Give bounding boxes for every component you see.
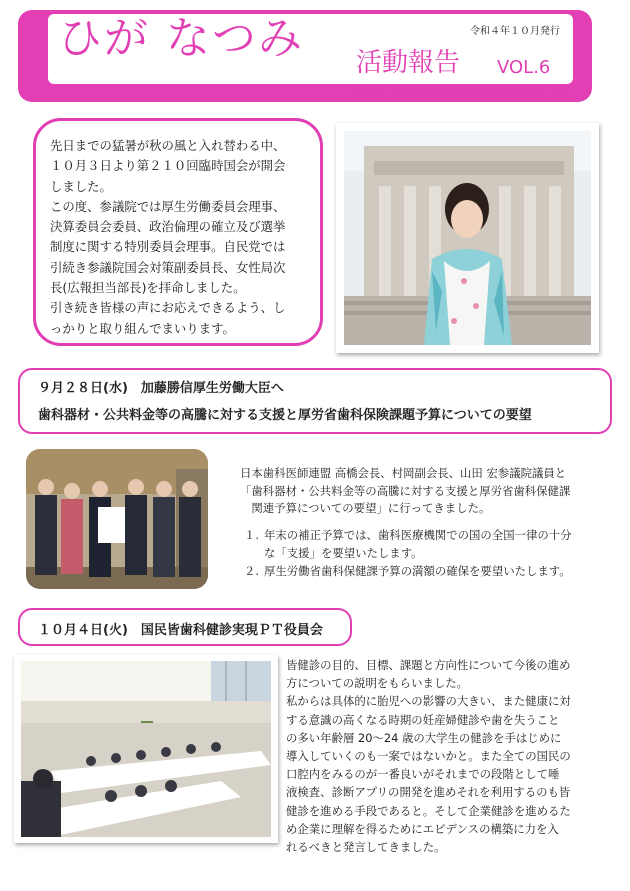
- list-item: 厚生労働省歯科保健課予算の満額の確保を要望いたします。: [264, 564, 571, 578]
- list-item: 年末の補正予算では、歯科医療機関での国の全国一律の十分 な「支援」を要望いたします。: [264, 528, 572, 560]
- list-item-number: ２.: [244, 564, 260, 578]
- section2-title: １０月４日(火) 国民皆歯科健診実現ＰＴ役員会: [38, 623, 323, 638]
- page-title: ひが なつみ: [58, 13, 304, 64]
- section1-subtitle: 歯科器材・公共料金等の高騰に対する支援と厚労省歯科保険課題予算についての要望: [38, 408, 532, 423]
- section1-title: ９月２８日(水) 加藤勝信厚生労働大臣へ: [38, 381, 284, 396]
- portrait-photo: [336, 123, 599, 353]
- portrait-image: [344, 131, 591, 345]
- section1-intro: 日本歯科医師連盟 高橋会長、村岡副会長、山田 宏参議院議員と 「歯科器材・公共料金等の高騰に対する支援と厚労省歯科保健課 関連予算についての要望」に行ってきました。: [240, 466, 571, 515]
- issue-date: 令和４年１０月発行: [470, 26, 560, 37]
- volume-label: VOL.6: [497, 57, 551, 78]
- conference-photo: [14, 655, 278, 843]
- publisher-line: 発行元：自由民主党沖縄県参議院比例区第四十一支部: [354, 89, 571, 99]
- section2-body: 皆健診の目的、目標、課題と方向性について今後の進め 方についての説明をもらいました。 私からは具体的に胎児への影響の大きい、また健康に対 する意識の高くなる時期の妊産婦健診や歯を失うこと の多い年齢層 20～24 歳の大学生の健診を手はじめに 導入していくのも一案ではないかと。また全ての国民の 口腔内をみるのが一番良いがそれまでの段階として唾 液検査、診断アプリの開発を進めそれを利用するのも皆 健診を進める手段であると。そして企業健診を進めるた め企業に理解を得るためにエビデンスの構築に力を入 れるべきと発言してきました。: [286, 658, 571, 855]
- intro-text: 先日までの猛暑が秋の風と入れ替わる中、 １０月３日より第２１０回臨時国会が開会 しました。 この度、参議院では厚生労働委員会理事、 決算委員会委員、政治倫理の確立及び選挙 制度に関する特別委員会理事。自民党では 引続き参議院国会対策副委員長、女性局次 長(広報担当部長)を拝命しました。 引き続き皆様の声にお応えできるよう、し っかりと取り組んでまいります。: [50, 138, 286, 336]
- list-item-number: １.: [244, 528, 260, 542]
- conference-photo-image: [21, 661, 271, 837]
- meeting-photo: [26, 449, 208, 589]
- report-title: 活動報告: [356, 48, 461, 78]
- meeting-photo-image: [26, 449, 208, 589]
